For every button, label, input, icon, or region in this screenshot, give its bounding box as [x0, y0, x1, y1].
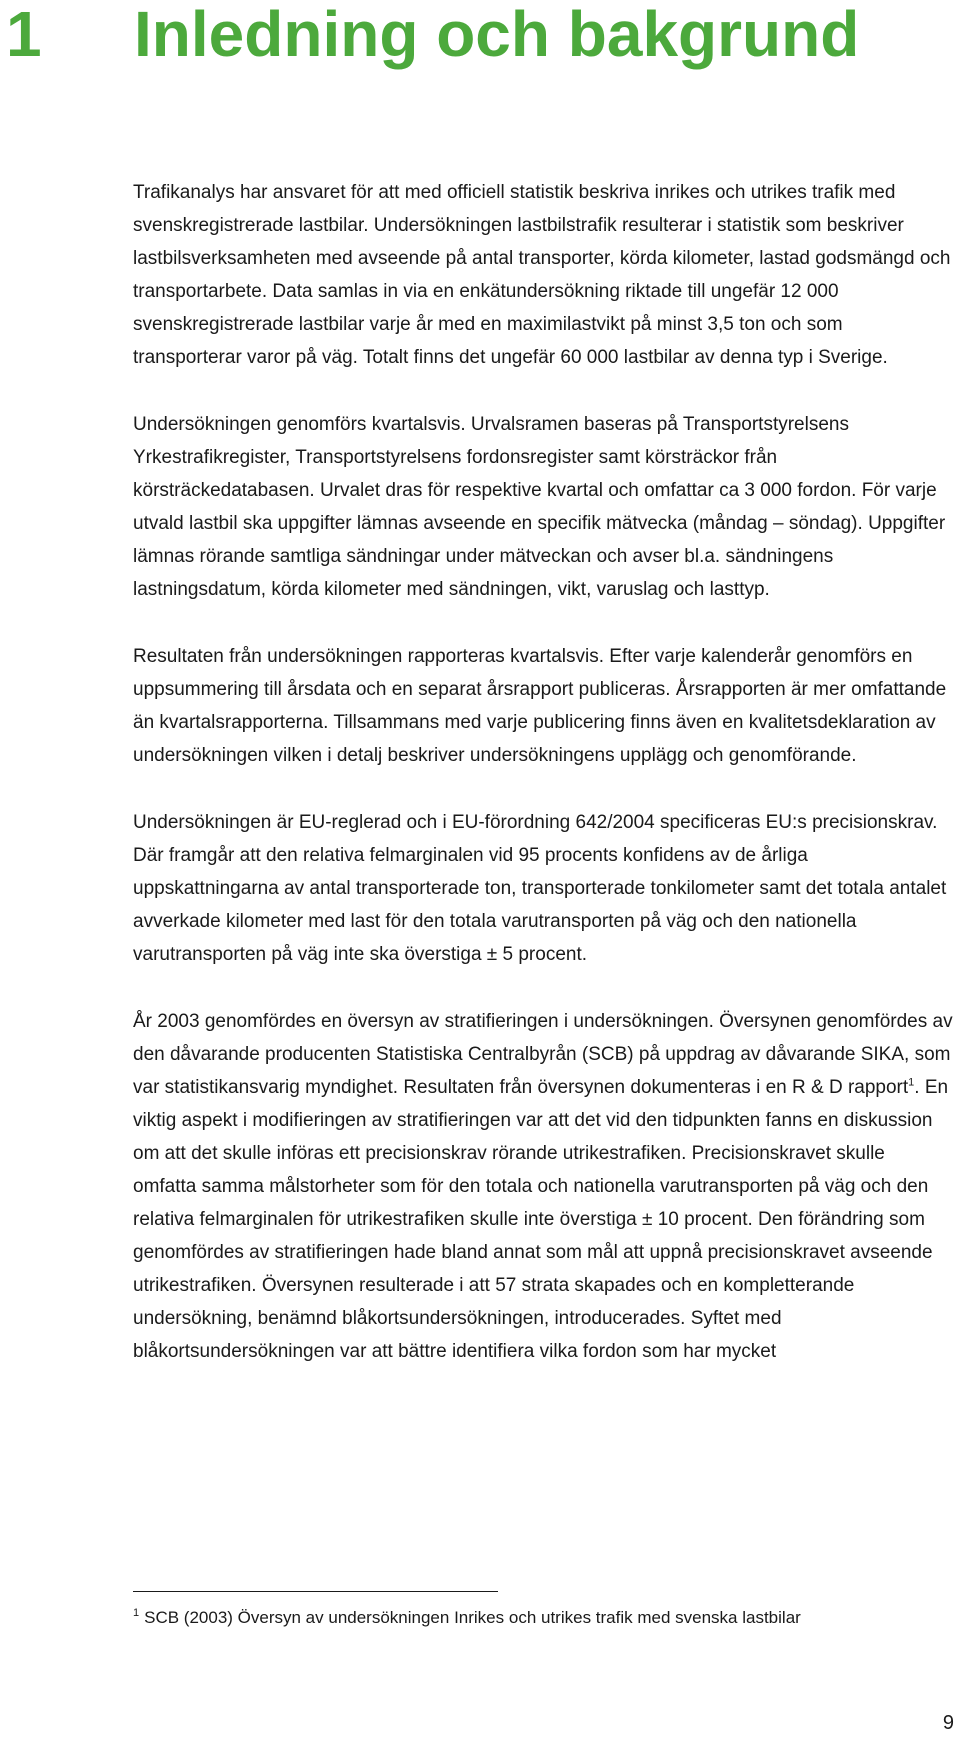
paragraph-quarterly-survey: Undersökningen genomförs kvartalsvis. Urvalsramen baseras på Transportstyrelsens Yrkestrafikregister, Transportstyrelsens fordonsregister samt körsträckor från körsträckedatabasen. Urvalet dras för respektive kvartal och omfattar ca 3 000 fordon. För varje utvald lastbil ska uppgifter lämnas avseende en specifik mätvecka (måndag – söndag). Uppgifter lämnas rörande samtliga sändningar under mätveckan och avser bl.a. sändningens lastningsdatum, körda kilometer med sändningen, vikt, varuslag och lasttyp.	[133, 414, 946, 600]
body-text	[133, 176, 953, 1402]
footnote-divider	[133, 1591, 498, 1592]
chapter-heading	[6, 0, 860, 70]
paragraph-responsibility: Trafikanalys har ansvaret för att med officiell statistik beskriva inrikes och utrikes trafik med svenskregistrerade lastbilar. Undersökningen lastbilstrafik resulterar i statistik som beskriver lastbilsverksamheten med avseende på antal transporter, körda kilometer, lastad godsmängd och transportarbete. Data samlas in via en enkätundersökning riktade till ungefär 12 000 svenskregistrerade lastbilar varje år med en maximilastvikt på minst 3,5 ton och som transporterar varor på väg. Totalt finns det ungefär 60 000 lastbilar av denna typ i Sverige.	[133, 182, 951, 368]
paragraph-text-before-ref: År 2003 genomfördes en översyn av stratifieringen i undersökningen. Översynen genomfördes av den dåvarande producenten Statistiska Centralbyrån (SCB) på uppdrag av dåvarande SIKA, som var statistikansvarig myndighet. Resultaten från översynen dokumenteras i en R & D rapport	[133, 1011, 953, 1098]
paragraph-reporting: Resultaten från undersökningen rapporteras kvartalsvis. Efter varje kalenderår genomförs en uppsummering till årsdata och en separat årsrapport publiceras. Årsrapporten är mer omfattande än kvartalsrapporterna. Tillsammans med varje publicering finns även en kvalitetsdeklaration av undersökningen vilken i detalj beskriver undersökningens upplägg och genomförande.	[133, 646, 947, 766]
page-number: 9	[942, 1712, 954, 1734]
paragraph-text-after-ref: . En viktig aspekt i modifieringen av stratifieringen var att det vid den tidpunkten fanns en diskussion om att det skulle införas ett precisionskrav rörande utrikestrafiken. Precisionskravet skulle omfatta samma målstorheter som för den totala och nationella varutransporten på väg och den relativa felmarginalen för utrikestrafiken skulle inte överstiga ± 10 procent. Den förändring som genomfördes av stratifieringen hade bland annat som mål att uppnå precisionskravet avseende utrikestrafiken. Översynen resulterade i att 57 strata skapades och en kompletterande undersökning, benämnd blåkortsundersökningen, introducerades. Syftet med blåkortsundersökningen var att bättre identifiera vilka fordon som har mycket	[133, 1077, 949, 1362]
chapter-number: 1	[6, 0, 42, 70]
paragraph-eu-regulation: Undersökningen är EU-reglerad och i EU-förordning 642/2004 specificeras EU:s precisionskrav. Där framgår att den relativa felmarginalen vid 95 procents konfidens av de årliga uppskattningarna av antal transporterade ton, transporterade tonkilometer samt det totala antalet avverkade kilometer med last för den totala varutransporten på väg och den nationella varutransporten på väg inte ska överstiga ± 5 procent.	[133, 812, 947, 965]
chapter-title: Inledning och bakgrund	[134, 0, 860, 70]
footnote-reference[interactable]: 1	[908, 1076, 915, 1089]
footnote	[133, 1606, 801, 1630]
footnote-text: SCB (2003) Översyn av undersökningen Inrikes och utrikes trafik med svenska lastbilar	[144, 1608, 801, 1627]
footnote-number: 1	[133, 1607, 140, 1620]
paragraph-stratification-review	[133, 1005, 953, 1368]
